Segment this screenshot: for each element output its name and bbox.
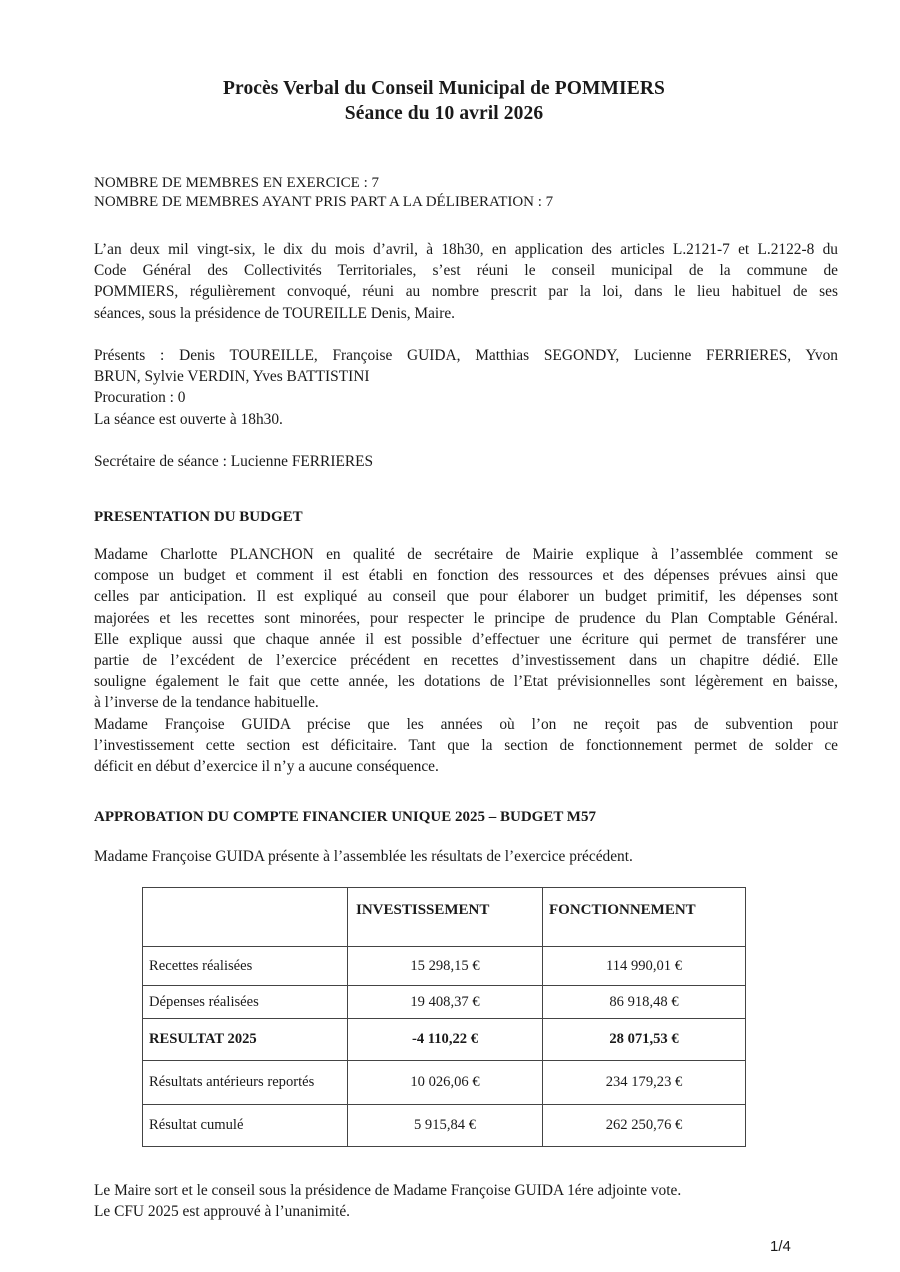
fonctionnement-value: 86 918,48 € <box>543 986 746 1019</box>
table-row <box>143 1105 746 1147</box>
budget-line: l’investissement cette section est déficitaire. Tant que la section de fonctionnement permet de solder ce <box>94 736 838 754</box>
intro-paragraph <box>94 239 838 324</box>
budget-line: compose un budget et comment il est établi en fonction des ressources et des dépenses prévues ainsi que <box>94 567 838 585</box>
budget-line: majorées et les recettes sont minorées, pour respecter le principe de prudence du Plan Comptable Général. <box>94 609 838 627</box>
session-secretary: Secrétaire de séance : Lucienne FERRIERES <box>94 452 374 470</box>
intro-line: L’an deux mil vingt-six, le dix du mois d’avril, à 18h30, en application des articles L.2121-7 et L.2122-8 du <box>94 241 838 258</box>
row-label: Recettes réalisées <box>143 947 348 986</box>
attendance-block <box>94 345 838 472</box>
budget-line: à l’inverse de la tendance habituelle. <box>94 694 319 712</box>
cfu-intro <box>94 846 794 867</box>
session-opening: La séance est ouverte à 18h30. <box>94 410 283 428</box>
session-date: Séance du 10 avril 2026 <box>344 103 544 124</box>
fonctionnement-value: 28 071,53 € <box>543 1019 746 1061</box>
proxy-count: Procuration : 0 <box>94 389 186 407</box>
members-in-office: NOMBRE DE MEMBRES EN EXERCICE : 7 <box>94 175 380 191</box>
row-label: Résultat cumulé <box>143 1105 348 1147</box>
header-cell-investissement: INVESTISSEMENT <box>348 888 543 947</box>
investissement-value: 15 298,15 € <box>348 947 543 986</box>
vote-line: Le CFU 2025 est approuvé à l’unanimité. <box>94 1203 351 1221</box>
members-deliberating: NOMBRE DE MEMBRES AYANT PRIS PART A LA DÉLIBERATION : 7 <box>94 194 554 210</box>
intro-line: séances, sous la présidence de TOUREILLE Denis, Maire. <box>94 304 456 322</box>
budget-line: déficit en début d’exercice il n’y a aucune conséquence. <box>94 758 439 776</box>
present-members-line: BRUN, Sylvie VERDIN, Yves BATTISTINI <box>94 368 370 386</box>
present-members-line: Présents : Denis TOUREILLE, Françoise GUIDA, Matthias SEGONDY, Lucienne FERRIERES, Yvon <box>94 347 838 364</box>
table-row <box>143 947 746 986</box>
budget-line: souligne également le fait que cette année, les dotations de l’Etat prévisionnelles sont légèrement en baisse, <box>94 673 838 691</box>
row-label: Résultats antérieurs reportés <box>143 1061 348 1105</box>
page-number: 1/4 <box>770 1238 791 1255</box>
investissement-value: 19 408,37 € <box>348 986 543 1019</box>
table-header-row <box>143 888 746 947</box>
investissement-value: 5 915,84 € <box>348 1105 543 1147</box>
row-label: Dépenses réalisées <box>143 986 348 1019</box>
intro-line: POMMIERS, régulièrement convoqué, réuni au nombre prescrit par la loi, dans le lieu habituel de ses <box>94 283 838 301</box>
budget-line: Madame Charlotte PLANCHON en qualité de secrétaire de Mairie explique à l’assemblée comment se <box>94 546 838 563</box>
table-row <box>143 1061 746 1105</box>
budget-line: partie de l’excédent de l’exercice précédent en recettes d’investissement dans un chapitre dédié. Elle <box>94 652 838 670</box>
financial-results-table <box>142 887 746 1147</box>
cfu-intro-text: Madame Françoise GUIDA présente à l’assemblée les résultats de l’exercice précédent. <box>94 848 633 865</box>
budget-line: Elle explique aussi que chaque année il est possible d’effectuer une écriture qui permet de transférer une <box>94 630 838 648</box>
document-title: Procès Verbal du Conseil Municipal de POMMIERS <box>223 78 665 99</box>
member-counts <box>94 174 553 212</box>
table-row <box>143 986 746 1019</box>
fonctionnement-value: 262 250,76 € <box>543 1105 746 1147</box>
fonctionnement-value: 234 179,23 € <box>543 1061 746 1105</box>
cfu-approval-heading: APPROBATION DU COMPTE FINANCIER UNIQUE 2025 – BUDGET M57 <box>94 809 596 825</box>
vote-block <box>94 1180 814 1222</box>
intro-line: Code Général des Collectivités Territoriales, s’est réuni le conseil municipal de la commune de <box>94 262 838 280</box>
table-row-result <box>143 1019 746 1061</box>
header-cell-empty <box>143 888 348 947</box>
budget-presentation-heading: PRESENTATION DU BUDGET <box>94 509 303 525</box>
fonctionnement-value: 114 990,01 € <box>543 947 746 986</box>
row-label: RESULTAT 2025 <box>143 1019 348 1061</box>
vote-line: Le Maire sort et le conseil sous la présidence de Madame Françoise GUIDA 1ére adjointe vote. <box>94 1182 682 1199</box>
investissement-value: -4 110,22 € <box>348 1019 543 1061</box>
budget-line: Madame Françoise GUIDA précise que les années où l’on ne reçoit pas de subvention pour <box>94 715 838 733</box>
document-title-block <box>0 76 888 126</box>
investissement-value: 10 026,06 € <box>348 1061 543 1105</box>
header-cell-fonctionnement: FONCTIONNEMENT <box>543 888 746 947</box>
budget-line: celles par anticipation. Il est expliqué au conseil que pour élaborer un budget primitif, les dépenses sont <box>94 588 838 606</box>
budget-presentation-paragraph <box>94 544 838 777</box>
